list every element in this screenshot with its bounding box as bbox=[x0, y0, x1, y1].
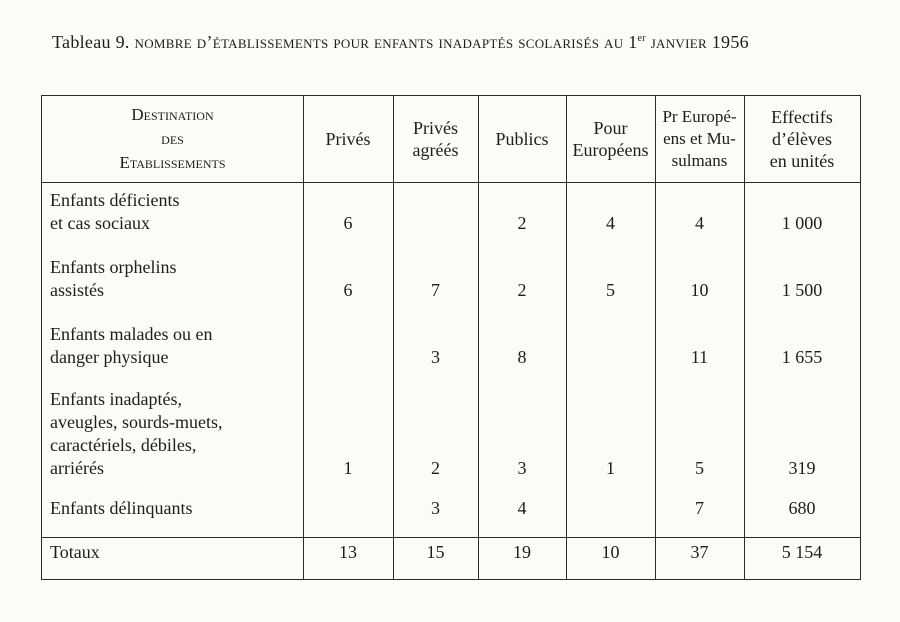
table-cell: 1 655 bbox=[781, 347, 823, 367]
table-cell: 319 bbox=[788, 458, 816, 478]
table-cell: 3 bbox=[431, 498, 440, 518]
table-cell: 2 bbox=[431, 458, 440, 478]
header-publics: Publics bbox=[495, 129, 549, 149]
table-cell: 2 bbox=[517, 280, 527, 300]
table-cell: 4 bbox=[606, 213, 615, 233]
total-cell: 13 bbox=[339, 542, 357, 562]
table-cell: 7 bbox=[695, 498, 704, 518]
table-cell: 1 bbox=[606, 458, 615, 478]
table-cell: 5 bbox=[695, 458, 704, 478]
table-cell: 3 bbox=[517, 458, 527, 478]
table-cell: 1 000 bbox=[781, 213, 823, 233]
table-cell: 10 bbox=[690, 280, 709, 300]
row-label-orphelins: Enfants orphelins assistés bbox=[50, 257, 177, 300]
table-cell: 6 bbox=[343, 280, 353, 300]
header-destination: Destination des Etablissements bbox=[119, 105, 226, 172]
header-divider bbox=[42, 182, 860, 183]
row-label-inadaptes: Enfants inadaptés, aveugles, sourds-muets, caractériels, débiles, arriérés bbox=[50, 389, 223, 478]
total-cell: 37 bbox=[690, 542, 709, 562]
title-main: nombre d’établissements pour enfants inadaptés scolarisés au 1 bbox=[134, 32, 638, 52]
header-pour-europeens: Pour Européens bbox=[572, 118, 649, 160]
title-superscript: er bbox=[637, 33, 646, 44]
totals-label: Totaux bbox=[50, 542, 100, 562]
total-cell: 15 bbox=[426, 542, 445, 562]
row-label-delinquants: Enfants délinquants bbox=[50, 498, 193, 518]
table-cell: 1 500 bbox=[781, 280, 823, 300]
header-prives-agrees: Privés agréés bbox=[412, 118, 459, 160]
table-cell: 3 bbox=[431, 347, 440, 367]
total-cell: 10 bbox=[601, 542, 620, 562]
header-effectifs: Effectifs d’élèves en unités bbox=[769, 107, 835, 171]
table-cell: 680 bbox=[788, 498, 816, 518]
establishments-table bbox=[41, 95, 861, 580]
totals-divider bbox=[42, 537, 860, 538]
total-cell: 19 bbox=[513, 542, 531, 562]
total-cell: 5 154 bbox=[781, 542, 823, 562]
header-prives: Privés bbox=[325, 129, 371, 149]
title-lead: Tableau 9. bbox=[52, 32, 130, 52]
table-cell: 2 bbox=[517, 213, 527, 233]
page-title bbox=[52, 32, 852, 53]
title-tail: janvier 1956 bbox=[650, 32, 749, 52]
table-cell: 1 bbox=[343, 458, 353, 478]
row-label-deficients: Enfants déficients et cas sociaux bbox=[50, 190, 180, 233]
table-cell: 4 bbox=[517, 498, 527, 518]
table-cell: 8 bbox=[517, 347, 527, 367]
row-label-malades: Enfants malades ou en danger physique bbox=[50, 324, 213, 367]
table-cell: 5 bbox=[606, 280, 615, 300]
table-cell: 11 bbox=[690, 347, 709, 367]
table-cell: 6 bbox=[343, 213, 353, 233]
table-cell: 7 bbox=[431, 280, 440, 300]
table-cell: 4 bbox=[695, 213, 704, 233]
header-pr-europeens-musulmans: Pr Europé- ens et Mu- sulmans bbox=[662, 107, 737, 170]
